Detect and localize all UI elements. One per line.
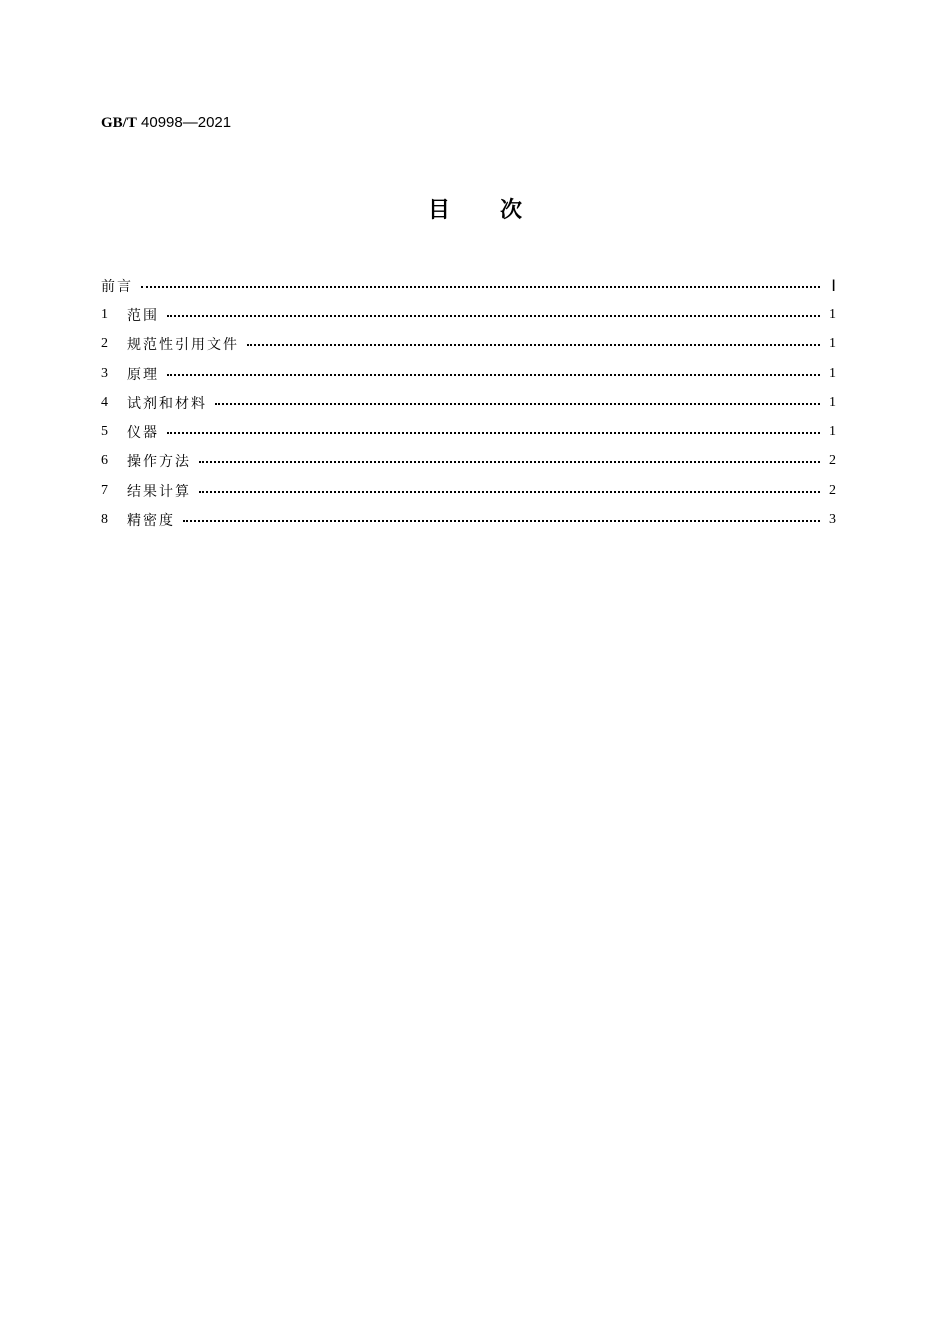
toc-entry-label: 规范性引用文件 [127,337,239,354]
toc-entry-label: 原理 [127,366,159,383]
toc-entry-label: 试剂和材料 [127,395,207,412]
toc-entry-number: 1 [101,306,108,322]
toc-leader-dots [141,279,820,293]
toc-entry-foreword[interactable] [101,271,836,300]
toc-entry-principle[interactable] [101,359,836,388]
toc-entry-page: 2 [829,482,836,498]
toc-entry-number: 7 [101,482,108,498]
toc-leader-dots [167,367,820,381]
toc-leader-dots [183,513,820,527]
toc-entry-number: 8 [101,512,108,528]
toc-entry-number: 6 [101,453,108,469]
toc-leader-dots [167,425,820,439]
toc-entry-number: 4 [101,394,108,410]
standard-number: 40998—2021 [141,114,232,131]
toc-entry-scope[interactable] [101,300,836,329]
toc-leader-dots [247,337,820,351]
toc-list [101,271,836,535]
toc-entry-page: Ⅰ [831,277,836,295]
toc-entry-page: 1 [829,336,836,352]
toc-leader-dots [167,308,820,322]
toc-entry-precision[interactable] [101,505,836,534]
toc-entry-label: 仪器 [127,425,159,442]
toc-leader-dots [199,484,820,498]
toc-entry-page: 1 [829,365,836,381]
toc-entry-number: 5 [101,424,108,440]
toc-leader-dots [199,454,820,468]
toc-entry-label: 结果计算 [127,483,191,500]
toc-entry-page: 1 [829,306,836,322]
toc-entry-page: 1 [829,424,836,440]
toc-entry-apparatus[interactable] [101,417,836,446]
toc-entry-calculation[interactable] [101,476,836,505]
toc-entry-page: 1 [829,394,836,410]
standard-prefix: GB/T [101,115,137,131]
toc-title: 目次 [427,198,572,223]
toc-entry-number: 2 [101,336,108,352]
toc-entry-page: 2 [829,453,836,469]
toc-entry-page: 3 [829,512,836,528]
toc-entry-label: 前言 [101,278,133,295]
toc-entry-label: 范围 [127,307,159,324]
toc-entry-label: 精密度 [127,513,175,530]
toc-entry-reagents[interactable] [101,388,836,417]
toc-leader-dots [215,396,820,410]
toc-entry-number: 3 [101,365,108,381]
document-code [101,113,231,133]
toc-entry-label: 操作方法 [127,454,191,471]
toc-entry-procedure[interactable] [101,447,836,476]
toc-entry-normative-references[interactable] [101,330,836,359]
